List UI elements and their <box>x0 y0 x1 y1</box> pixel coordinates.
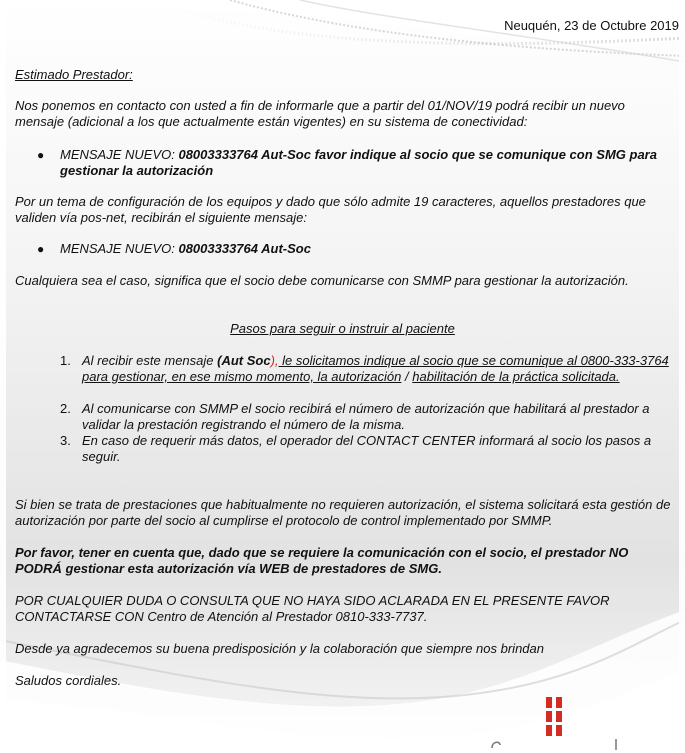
step-1-code: (Aut Soc <box>217 353 271 368</box>
thanks-paragraph: Desde ya agradecemos su buena predisposición y la colaboración que siempre nos brindan <box>15 641 544 656</box>
step-1-separator: / <box>401 369 413 384</box>
bullet-dot: ● <box>37 148 45 162</box>
step-1-red: ), <box>270 353 279 368</box>
bullet-1-prefix: MENSAJE NUEVO: <box>60 147 179 162</box>
step-number: 1. <box>60 353 71 368</box>
step-1-enable: habilitación de la práctica solicitada. <box>412 369 620 384</box>
bullet-message-2 <box>60 241 675 257</box>
greeting: Estimado Prestador: <box>15 67 133 82</box>
bullet-2-message: 08003333764 Aut-Soc <box>178 241 311 256</box>
warning-paragraph: Por favor, tener en cuenta que, dado que se requiere la comunicación con el socio, el prestador NO PODRÁ gestionar esta autorización vía WEB de prestadores de SMG. <box>15 545 629 576</box>
footer-fragment <box>612 738 620 750</box>
step-1 <box>82 353 680 385</box>
bullet-message-1 <box>60 147 675 179</box>
system-paragraph: Si bien se trata de prestaciones que habitualmente no requieren autorización, el sistema solicitará esta gestión de autorización por parte del socio al cumplirse el protocolo de control implementado por SMMP. <box>15 497 671 528</box>
closing: Saludos cordiales. <box>15 673 122 688</box>
step-number: 2. <box>60 401 71 416</box>
step-number: 3. <box>60 433 71 448</box>
bullet-2-prefix: MENSAJE NUEVO: <box>60 241 179 256</box>
contact-paragraph: POR CUALQUIER DUDA O CONSULTA QUE NO HAYA SIDO ACLARADA EN EL PRESENTE FAVOR CONTACTARSE CON Centro de Atención al Prestador 0810-333-7737. <box>15 593 610 624</box>
steps-title: Pasos para seguir o instruir al paciente <box>230 321 455 336</box>
letter-date: Neuquén, 23 de Octubre 2019 <box>504 18 679 33</box>
intro-paragraph: Nos ponemos en contacto con usted a fin de informarle que a partir del 01/NOV/19 podrá recibir un nuevo mensaje (adicional a los que actualmente están vigentes) en su sistema de conectividad: <box>15 98 625 129</box>
step-1-part1: Al recibir este mensaje <box>82 353 218 368</box>
step-3: En caso de requerir más datos, el operador del CONTACT CENTER informará al socio los pasos a seguir. <box>82 433 652 464</box>
step-2: Al comunicarse con SMMP el socio recibirá el número de autorización que habilitará al prestador a validar la prestación registrando el número de la misma. <box>82 401 650 432</box>
bullet-dot: ● <box>37 242 45 256</box>
case-paragraph: Cualquiera sea el caso, significa que el socio debe comunicarse con SMMP para gestionar la autorización. <box>15 273 629 288</box>
footer-fragment <box>490 738 502 750</box>
step-1-instruction: le solicitamos indique al socio que se comunique al 0800-333-3764 para gestionar, en ese mismo momento, la autorización <box>82 353 669 384</box>
config-paragraph: Por un tema de configuración de los equipos y dado que sólo admite 19 caracteres, aquellos prestadores que validen vía pos-net, recibirán el siguiente mensaje: <box>15 194 646 225</box>
bullet-1-message: 08003333764 Aut-Soc favor indique al socio que se comunique con SMG para gestionar la autorización <box>60 147 657 178</box>
red-blocks-logo-icon <box>542 697 566 737</box>
